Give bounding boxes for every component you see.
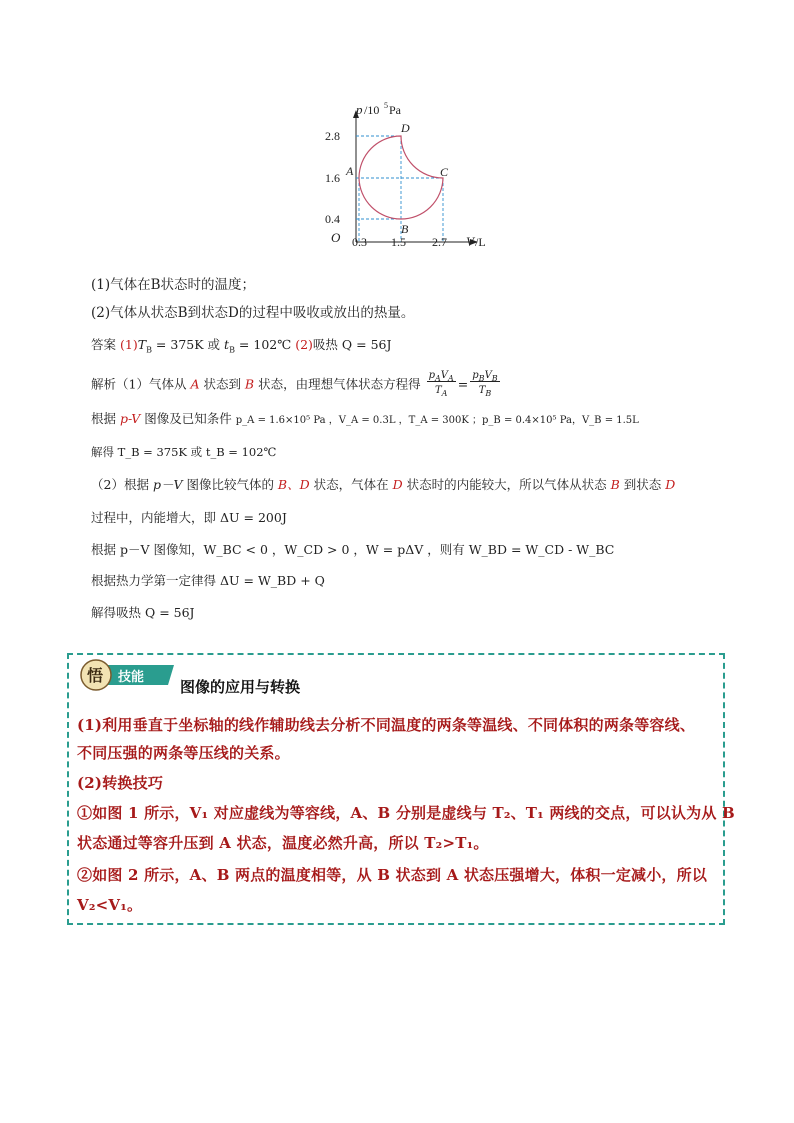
state-a: A [190, 376, 200, 392]
pv-diagram [322, 102, 502, 252]
x-label-v: V [466, 234, 474, 249]
states-bd: B、D [277, 477, 310, 492]
y-tick-1.6: 1.6 [325, 171, 340, 185]
state-d: D [392, 477, 403, 492]
question-1: (1)气体在B状态时的温度； [91, 277, 256, 293]
skill-line-1: (1)利用垂直于坐标轴的线作辅助线去分析不同温度的两条等温线、不同体积的两条等容线、 [77, 716, 696, 734]
state-d: D [665, 477, 676, 492]
given-values: p_A = 1.6×10⁵ Pa ，V_A = 0.3L ，T_A = 300K ；p_B = 0.4×10⁵ Pa，V_B = 1.5L [235, 415, 639, 426]
analysis-line-5: 过程中，内能增大，即 ΔU = 200J [91, 510, 287, 525]
analysis-line-3: 解得 T_B = 375K 或 t_B = 102℃ [91, 445, 277, 459]
answer-line: 答案 $(1)T_B = 375K$ 或 $t_B$ = 102℃ (2)吸热 Q = 56J [91, 337, 392, 355]
analysis-text: 解析（1）气体从 [91, 376, 191, 392]
answer-heat: 吸热 Q = 56J [312, 337, 392, 352]
analysis-text: 状态时的内能较大，所以气体从状态 [402, 477, 611, 492]
point-a-label: A [346, 164, 354, 178]
pv-term: p-V [119, 411, 141, 426]
skill-line-5: 状态通过等容升压到 A 状态，温度必然升高，所以 T₂>T₁。 [77, 834, 489, 852]
skill-line-6: ②如图 2 所示，A、B 两点的温度相等，从 B 状态到 A 状态压强增大，体积一定减小，所以 [77, 866, 708, 884]
y-label-p: p [356, 102, 363, 117]
answer-part-1: (1) [120, 337, 138, 352]
x-label-unit: /L [475, 235, 486, 249]
analysis-line-6: 根据 p－V 图像知，W_BC < 0 ，W_CD > 0 ，W = pΔV ，则有 W_BD = W_CD - W_BC [91, 542, 615, 557]
answer-lead: 答案 [91, 337, 117, 352]
analysis-line-2 [91, 410, 639, 430]
question-2: (2)气体从状态B到状态D的过程中吸收或放出的热量。 [91, 305, 415, 321]
y-label-exp: 5 [384, 102, 388, 110]
y-tick-0.4: 0.4 [325, 212, 340, 226]
skill-line-3: (2)转换技巧 [77, 774, 164, 792]
analysis-text: 到状态 [619, 477, 666, 492]
skill-badge [78, 657, 178, 693]
analysis-line-4 [91, 476, 675, 494]
x-tick-1.5: 1.5 [391, 235, 406, 249]
analysis-text: 图像及已知条件 [140, 411, 236, 426]
analysis-line-1: 解析（1）气体从 A 状态到 B 状态，由理想气体状态方程得 $\frac{p_AV_A}{T_A} = \frac{p_BV_B}{T_B}$ [91, 370, 498, 398]
state-equation-left: $\frac{p_AV_A}{T_A}$ [428, 370, 454, 398]
point-c-label: C [440, 165, 449, 179]
y-tick-2.8: 2.8 [325, 129, 340, 143]
answer-tb-symbol: T [137, 337, 147, 352]
point-d-label: D [401, 121, 410, 135]
analysis-text: 状态到 [199, 376, 245, 392]
x-tick-2.7: 2.7 [432, 235, 447, 249]
origin-label: O [331, 230, 341, 245]
answer-tb-celsius: = 102℃ [234, 337, 296, 352]
analysis-text: 状态，气体在 [309, 477, 393, 492]
state-b: B [610, 477, 620, 492]
x-tick-0.3: 0.3 [352, 235, 367, 249]
analysis-text: 状态，由理想气体状态方程得 [254, 376, 421, 392]
answer-part-2: (2) [295, 337, 313, 352]
analysis-line-8: 解得吸热 Q = 56J [91, 605, 195, 620]
state-b: B [244, 376, 255, 392]
guide-lines [356, 136, 443, 242]
analysis-text: 图像比较气体的 [182, 477, 278, 492]
analysis-line-7: 根据热力学第一定律得 ΔU = W_BD + Q [91, 573, 325, 588]
skill-line-2: 不同压强的两条等压线的关系。 [77, 744, 290, 762]
point-b-label: B [401, 222, 409, 236]
skill-line-4: ①如图 1 所示，V₁ 对应虚线为等容线，A、B 分别是虚线与 T₂、T₁ 两线的交点，可以认为从 B [77, 804, 735, 822]
pv-term: p－V [152, 477, 183, 492]
answer-t-symbol: t [224, 337, 230, 352]
skill-line-7: V₂<V₁。 [77, 896, 143, 914]
badge-label: 技能 [118, 670, 145, 685]
skill-title: 图像的应用与转换 [180, 678, 301, 696]
badge-char: 悟 [87, 666, 104, 685]
y-label-unit: Pa [389, 103, 401, 117]
answer-tb-value: = 375K 或 [151, 337, 225, 352]
analysis-text: （2）根据 [91, 477, 153, 492]
y-label-rest: /10 [364, 103, 380, 117]
state-equation-right: $\frac{p_BV_B}{T_B}$ [472, 370, 498, 398]
analysis-text: 根据 [91, 411, 120, 426]
